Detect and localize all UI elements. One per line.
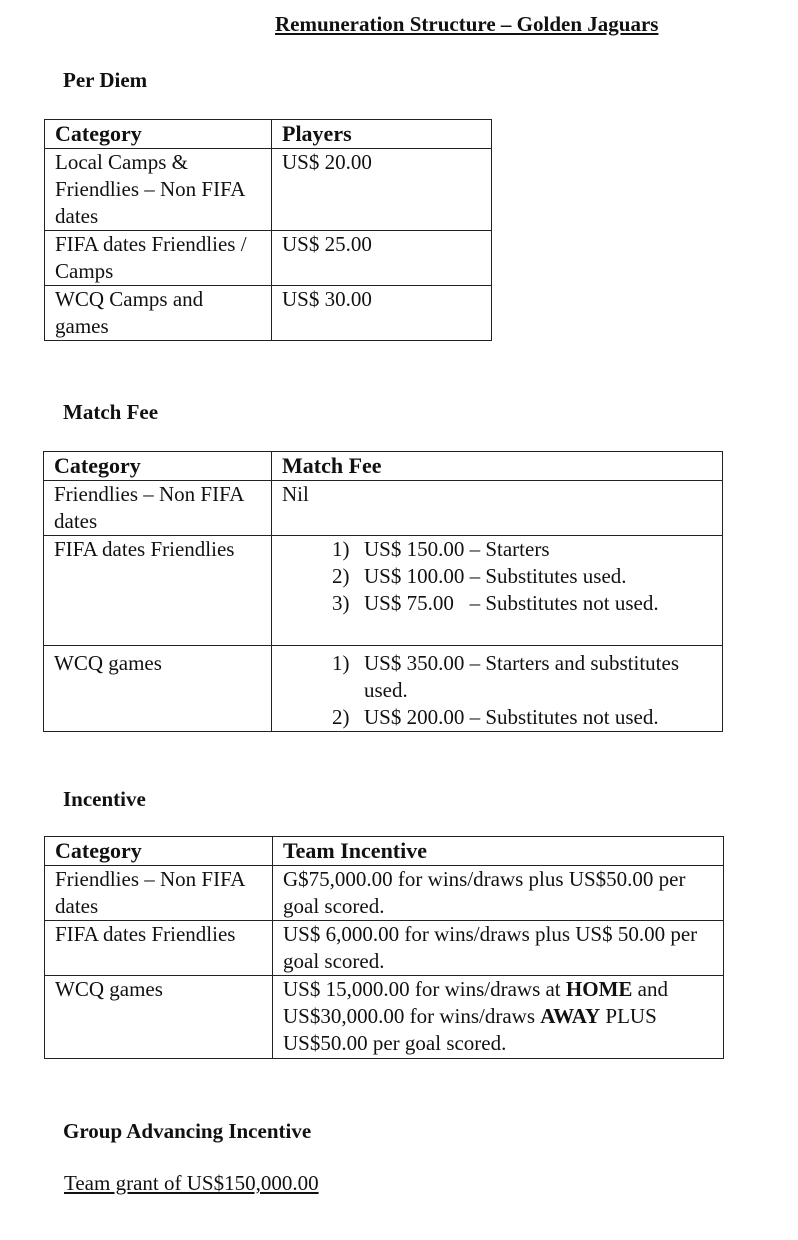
category-cell: FIFA dates Friendlies / Camps	[45, 231, 272, 286]
column-header: Category	[45, 837, 273, 866]
per-diem-table	[44, 119, 492, 341]
incentive-text: and US$30,000.00 for wins/draws	[283, 977, 668, 1028]
value-cell	[273, 976, 724, 1059]
column-header: Match Fee	[272, 452, 723, 481]
fee-list	[282, 650, 712, 731]
away-emphasis: AWAY	[540, 1004, 601, 1028]
value-cell: US$ 30.00	[272, 286, 492, 341]
page-title: Remuneration Structure – Golden Jaguars	[275, 12, 659, 36]
list-item	[332, 704, 712, 731]
per-diem-heading: Per Diem	[63, 68, 148, 92]
table-header-row	[45, 120, 492, 149]
category-cell: WCQ games	[45, 976, 273, 1059]
value-cell: G$75,000.00 for wins/draws plus US$50.00 per goal scored.	[273, 866, 724, 921]
list-text: US$ 150.00 – Starters	[364, 537, 550, 561]
list-item	[332, 650, 712, 704]
category-cell: FIFA dates Friendlies	[44, 536, 272, 646]
match-fee-heading: Match Fee	[63, 400, 159, 424]
home-emphasis: HOME	[565, 977, 633, 1001]
column-header: Category	[44, 452, 272, 481]
column-header: Team Incentive	[273, 837, 724, 866]
column-header: Category	[45, 120, 272, 149]
table-row	[44, 536, 723, 646]
incentive-text: PLUS US$50.00 per goal scored.	[283, 1004, 657, 1055]
value-cell: Nil	[272, 481, 723, 536]
category-cell: FIFA dates Friendlies	[45, 921, 273, 976]
list-item	[332, 590, 712, 617]
column-header: Players	[272, 120, 492, 149]
table-row	[45, 921, 724, 976]
incentive-text: US$ 15,000.00 for wins/draws at	[283, 977, 566, 1001]
fee-list	[282, 536, 712, 617]
list-number: 3)	[332, 591, 350, 615]
category-cell: Friendlies – Non FIFA dates	[45, 866, 273, 921]
value-cell: US$ 6,000.00 for wins/draws plus US$ 50.00 per goal scored.	[273, 921, 724, 976]
value-cell: US$ 20.00	[272, 149, 492, 231]
list-text: US$ 75.00 – Substitutes not used.	[364, 591, 659, 615]
list-item	[332, 536, 712, 563]
list-text: US$ 200.00 – Substitutes not used.	[364, 705, 659, 729]
list-number: 1)	[332, 651, 350, 675]
table-row	[44, 481, 723, 536]
match-fee-table	[43, 451, 723, 732]
category-cell: Friendlies – Non FIFA dates	[44, 481, 272, 536]
table-row	[45, 976, 724, 1059]
category-cell: Local Camps & Friendlies – Non FIFA dates	[45, 149, 272, 231]
list-item	[332, 563, 712, 590]
list-text: US$ 100.00 – Substitutes used.	[364, 564, 627, 588]
value-cell	[272, 646, 723, 732]
list-text: US$ 350.00 – Starters and substitutes used.	[364, 651, 679, 702]
table-row	[45, 149, 492, 231]
table-row	[45, 286, 492, 341]
table-header-row	[45, 837, 724, 866]
list-number: 2)	[332, 564, 350, 588]
list-number: 2)	[332, 705, 350, 729]
incentive-table	[44, 836, 724, 1059]
value-cell	[272, 536, 723, 646]
table-row	[45, 866, 724, 921]
incentive-heading: Incentive	[63, 787, 146, 811]
value-cell: US$ 25.00	[272, 231, 492, 286]
table-row	[44, 646, 723, 732]
table-row	[45, 231, 492, 286]
list-number: 1)	[332, 537, 350, 561]
table-header-row	[44, 452, 723, 481]
group-advancing-heading: Group Advancing Incentive	[63, 1119, 312, 1143]
category-cell: WCQ games	[44, 646, 272, 732]
category-cell: WCQ Camps and games	[45, 286, 272, 341]
team-grant-text: Team grant of US$150,000.00	[64, 1171, 319, 1195]
